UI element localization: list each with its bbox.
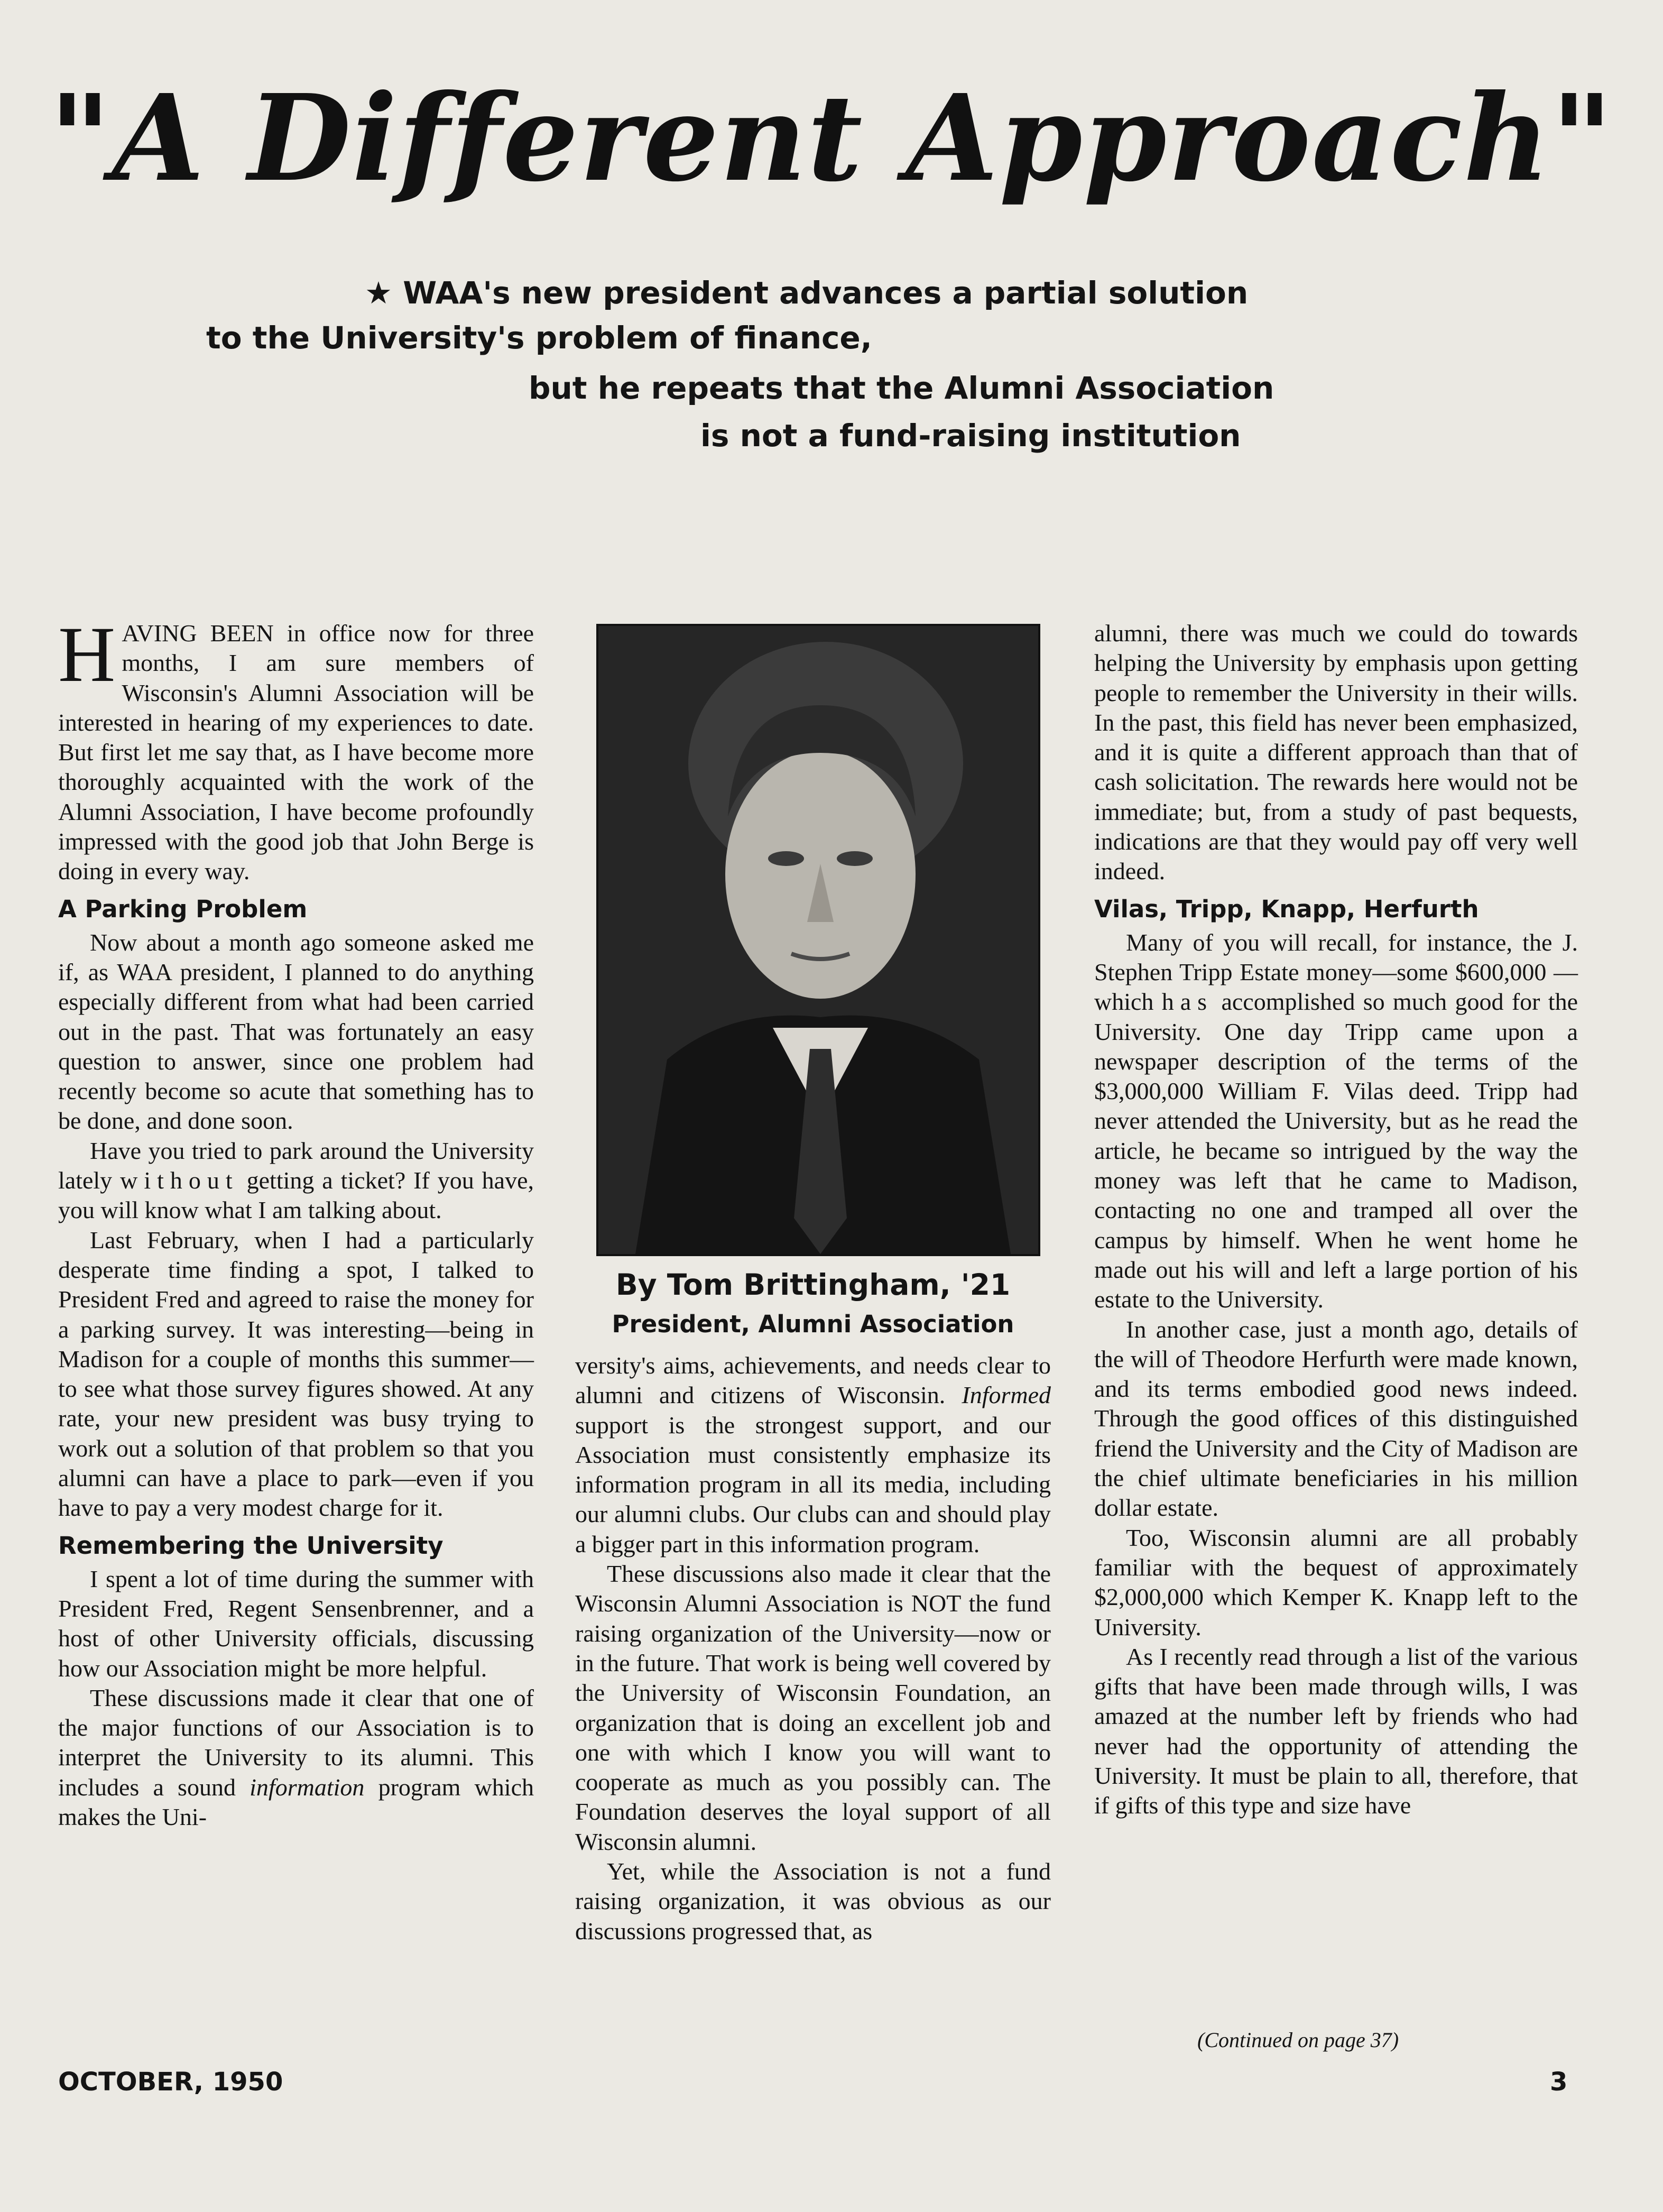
author-byline: By Tom Brittingham, '21: [615, 1268, 1011, 1302]
subtitle-line-1: ★ WAA's new president advances a partial solution: [365, 275, 1249, 311]
paragraph-text: program which makes the Uni-: [58, 1773, 534, 1830]
author-title: President, Alumni Association: [612, 1310, 1014, 1338]
emphasis-text: information: [250, 1773, 365, 1801]
continued-note: (Continued on page 37): [1197, 2028, 1399, 2052]
paragraph: [58, 1683, 534, 1832]
footer-page-number: 3: [1550, 2067, 1568, 2097]
section-heading-remembering: Remembering the University: [58, 1531, 444, 1560]
subtitle-line-3: but he repeats that the Alumni Association: [529, 370, 1274, 406]
article-column-2: [575, 1351, 1051, 1946]
portrait-figure: [598, 626, 1038, 1254]
subtitle-line-2: to the University's problem of finance,: [206, 320, 872, 356]
paragraph: [1094, 928, 1578, 1315]
article-column-3: [1094, 619, 1578, 1821]
footer-issue-date: OCTOBER, 1950: [58, 2067, 283, 2097]
paragraph: alumni, there was much we could do towards helping the University by emphasis upon getting people to remember the University in their wills. In the past, this field has never been emphasized, and it is quite a different approach than that of cash solicitation. The rewards here would not be immediate; but, from a study of past bequests, indications are that they would pay off very well indeed.: [1094, 620, 1578, 885]
paragraph: These discussions also made it clear that the Wisconsin Alumni Association is NOT the fund raising organization of the University—now or in the future. That work is being well covered by the University of Wisconsin Foundation, an organization that is doing an excellent job and one with which I know you will want to cooperate as much as you possibly can. The Foundation deserves the loyal support of all Wisconsin alumni.: [575, 1560, 1051, 1855]
paragraph: [575, 1351, 1051, 1559]
paragraph-text: accomplished so much good for the University. One day Tripp came upon a newspaper description of the terms of the $3,000,000 William F. Vilas deed. Tripp had never attended the University, but as he read the article, he became so intrigued by the way the money was left that he came to Madison, contacting no one and tramped all over the campus by himself. When he went home he made out his will and left a large portion of his estate to the University.: [1094, 988, 1578, 1313]
paragraph: Too, Wisconsin alumni are all probably familiar with the bequest of approximately $2,000,000 which Kemper K. Knapp left to the University.: [1094, 1524, 1578, 1640]
paragraph: As I recently read through a list of the various gifts that have been made through wills, I was amazed at the number left by friends who had never had the opportunity of attending the University. It must be plain to all, therefore, that if gifts of this type and size have: [1094, 1643, 1578, 1819]
section-heading-parking: A Parking Problem: [58, 895, 308, 923]
paragraph: In another case, just a month ago, details of the will of Theodore Herfurth were made known, and its terms embodied good news indeed. Through the good offices of this distinguished friend the University and the City of Madison are the chief ultimate beneficiaries in his million dollar estate.: [1094, 1315, 1578, 1522]
subtitle-line-4: is not a fund-raising institution: [700, 418, 1241, 454]
drop-cap: H: [58, 611, 116, 698]
paragraph-text: AVING BEEN in office now for three months, I am sure members of Wisconsin's Alumni Association will be interested in hearing of my experiences to date. But first let me say that, as I have become more thoroughly acquainted with the work of the Alumni Association, I have become profoundly impressed with the good job that John Berge is doing in every way.: [58, 620, 534, 885]
paragraph: Last February, when I had a particularly desperate time finding a spot, I talked to President Fred and agreed to raise the money for a parking survey. It was interesting—being in Madison for a couple of months this summer—to see what those survey figures showed. At any rate, your new president was busy trying to work out a solution of that problem so that you alumni can have a place to park—even if you have to pay a very modest charge for it.: [58, 1226, 534, 1522]
emphasis-text: without: [120, 1167, 239, 1194]
paragraph-text: versity's aims, achievements, and needs clear to alumni and citizens of Wisconsin.: [575, 1352, 1051, 1409]
paragraph: I spent a lot of time during the summer with President Fred, Regent Sensenbrenner, and a host of other University officials, discussing how our Association might be more helpful.: [58, 1565, 534, 1682]
paragraph: Now about a month ago someone asked me if, as WAA president, I planned to do anything especially different from what had been carried out in the past. That was fortunately an easy question to answer, since one problem had recently become so acute that something has to be done, and done soon.: [58, 928, 534, 1135]
paragraph-text: These discussions made it clear that one of the major functions of our Association is to interpret the University to its alumni. This includes a sound: [58, 1684, 534, 1801]
section-heading-vilas: Vilas, Tripp, Knapp, Herfurth: [1094, 895, 1479, 923]
author-portrait-photo: [596, 624, 1040, 1256]
page-title: "A Different Approach": [49, 69, 1614, 208]
paragraph-text: getting a ticket? If you have, you will know what I am talking about.: [58, 1167, 534, 1224]
paragraph-text: Many of you will recall, for instance, the J. Stephen Tripp Estate money—some $600,000 — which: [1094, 928, 1578, 1016]
paragraph: Yet, while the Association is not a fund raising organization, it was obvious as our discussions progressed that, as: [575, 1858, 1051, 1944]
paragraph: [58, 1136, 534, 1225]
article-column-1: [58, 611, 534, 1832]
emphasis-text: has: [1161, 988, 1214, 1016]
paragraph: [58, 611, 534, 887]
paragraph-text: Have you tried to park around the University lately: [58, 1137, 534, 1194]
paragraph-text: support is the strongest support, and our Association must consistently emphasize its information program in all its media, including our alumni clubs. Our clubs can and should play a bigger part in this information program.: [575, 1411, 1051, 1557]
emphasis-text: Informed: [962, 1381, 1051, 1409]
